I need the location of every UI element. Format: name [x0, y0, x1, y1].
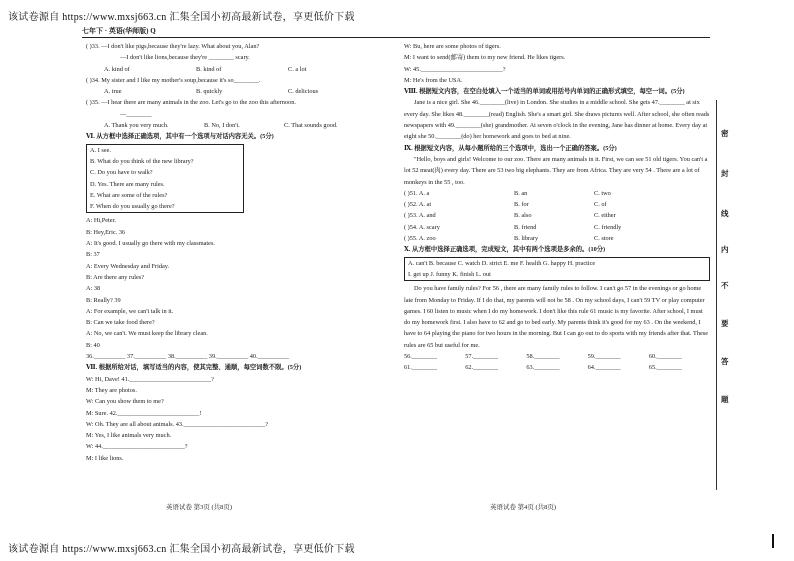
choice-b: B. also	[514, 212, 532, 220]
section-9-passage: "Hello, boys and girls! Welcome to our zoo. There are many animals in it. First, we can see 51 old tigers. You can't a lot 52 meat(肉) every day. There are 53 two big elephants. They are from Africa. They are very 54 . There are a lot of monkeys in the 55 , too.	[404, 155, 708, 186]
q33-options	[86, 64, 390, 75]
choice-b: B. an	[514, 189, 528, 197]
q34-option-b: B. quickly	[196, 88, 223, 96]
section-6-option-box	[86, 144, 244, 214]
q35-stem-2: —________	[120, 110, 152, 118]
answer-blank: 61.________	[404, 364, 438, 372]
source-banner-top: 该试卷源自 https://www.mxsj663.cn 汇集全国小初高最新试卷，享更低价下载	[8, 12, 355, 23]
answer-blank: 63.________	[526, 364, 560, 372]
choice-c: C. two	[594, 189, 611, 197]
dialog-line: B: 40	[86, 341, 100, 349]
choice-c: C. store	[594, 235, 614, 243]
answer-blank: 58.________	[526, 353, 560, 361]
q34-options	[86, 86, 390, 97]
dialog7-cont-line: M: I want to send(邮寄) them to my new friend. He likes tigers.	[404, 54, 566, 62]
seal-char: 封	[721, 169, 729, 178]
seal-char: 不	[721, 281, 729, 290]
q33-option-b: B. kind of	[196, 65, 222, 73]
section-6-heading: Ⅵ. 从方框中选择正确选项，其中有一个选项与对话内容无关。(5分)	[86, 133, 274, 141]
choice-row-55	[404, 233, 710, 244]
section-10-heading: Ⅹ. 从方框中选择正确选项，完成短文，其中有两个选项是多余的。(10分)	[404, 246, 606, 254]
answer-blank: 59.________	[587, 353, 621, 361]
dialog-line: B: Can we take food there?	[86, 319, 155, 327]
choice-a: ( )53. A. and	[404, 212, 436, 220]
q33-stem-2: —I don't like lions,because they're ________ scary.	[120, 54, 250, 62]
seal-char: 答	[721, 357, 729, 366]
box6-option: C. Do you have to walk?	[90, 169, 153, 177]
dialog-line: A: It's good. I usually go there with my classmates.	[86, 240, 215, 248]
dialog-line: A: Hi,Peter.	[86, 217, 116, 225]
scan-edge-mark	[772, 534, 774, 548]
dialog-line: B: Really? 39	[86, 296, 121, 304]
box6-option: E. What are some of the rules?	[90, 191, 168, 199]
q34-option-a: A. true	[104, 88, 122, 96]
dialog7-line: M: They are photos.	[86, 386, 137, 394]
seal-line	[716, 100, 717, 490]
footer-right: 英语试卷 第4页 (共8页)	[490, 504, 557, 511]
box10-row: I. get up J. funny K. finish L. out	[408, 270, 491, 278]
answer-blank: 60.________	[648, 353, 682, 361]
left-column	[86, 41, 390, 464]
dialog7-line: M: Yes, I like animals very much.	[86, 432, 172, 440]
answer-blanks-36-40: 36.__________ 37.__________ 38.__________ 39.__________ 40.__________	[86, 353, 290, 361]
choice-b: B. friend	[514, 223, 537, 231]
box6-option: B. What do you think of the new library?	[90, 157, 194, 165]
q33-option-a: A. kind of	[104, 65, 130, 73]
q34-stem: ( )34. My sister and I like my mother's soup,because it's so________.	[86, 76, 261, 84]
q35-options	[86, 120, 390, 131]
choice-a: ( )52. A. at	[404, 201, 432, 209]
dialog7-line: W: Oh. They are all about animals. 43.__________________________?	[86, 420, 269, 428]
section-8-passage: Jane is a nice girl. She 46.________(live) in London. She studies in a middle school. She gets 47.________ at six every day. She likes 48.________(read) English. She's a smart girl. She draws pictures well. After school, she often reads newspapers with 49.________(she) grandmother. At seven o'clock in the evening, Jane has dinner at home. Every day at eight she 50.________(do) her homework and goes to bed at nine.	[404, 99, 710, 141]
page-header: 七年下 · 英语(华师版) Q	[82, 27, 156, 35]
section-10-passage: Do you have family rules? For 56 , there are many family rules to follow. I can't go 57 in the evenings or go home late from Monday to Friday. If I do that, my parents will not be 58 . On my school days, I can't 59 TV or play computer games. I 60 listen to music when I do my homework. I don't like this rule 61 music is my favorite. After school, I must do my homework first. I also have to 62 and go to bed early. My parents think it's good for my 63 . On the weekend, I have to 64 playing the piano for two hours in the morning. But I can go out to do sports with my friends after that. These rules are 65 but useful for me.	[404, 285, 709, 349]
seal-char: 题	[721, 395, 729, 404]
footer-left: 英语试卷 第3页 (共8页)	[166, 504, 233, 511]
q33-stem: ( )33. —I don't like pigs,because they're lazy. What about you, Alan?	[86, 43, 260, 50]
box6-option: F. When do you usually go there?	[90, 203, 175, 211]
answer-blank: 62.________	[465, 364, 499, 372]
q35-option-a: A. Thank you very much.	[104, 122, 169, 130]
dialog-line: A: Every Wednesday and Friday.	[86, 262, 170, 270]
right-column	[404, 41, 710, 374]
q35-stem: ( )35. —I hear there are many animals in the zoo. Let's go to the zoo this afternoon.	[86, 99, 296, 107]
answer-blank: 65.________	[648, 364, 682, 372]
choice-row-53	[404, 210, 710, 221]
q34-option-c: C. delicious	[288, 88, 319, 96]
choice-b: B. library	[514, 235, 539, 243]
dialog-line: B: Are there any rules?	[86, 273, 145, 281]
choice-c: C. friendly	[594, 223, 622, 231]
choice-row-51	[404, 188, 710, 199]
dialog-line: A: 38	[86, 285, 101, 293]
choice-b: B. for	[514, 201, 529, 209]
dialog-line: B: 37	[86, 251, 100, 259]
q33-option-c: C. a lot	[288, 65, 307, 73]
answer-blank: 64.________	[587, 364, 621, 372]
box6-option: A. I see.	[90, 146, 111, 154]
choice-a: ( )55. A. zoo	[404, 235, 436, 243]
dialog7-cont-line: W: 45.__________________________?	[404, 65, 506, 73]
section-9-heading: Ⅸ. 根据短文内容，从每小题所给的三个选项中，选出一个正确的答案。(5分)	[404, 144, 617, 152]
seal-char: 密	[721, 129, 729, 138]
answer-blanks-56-60	[404, 351, 710, 362]
q35-option-b: B. No, I don't.	[204, 122, 240, 130]
choice-row-54	[404, 222, 710, 233]
section-8-heading: Ⅷ. 根据短文内容，在空白处填入一个适当的单词或用括号内单词的正确形式填空，每空一词。(5分)	[404, 88, 685, 96]
seal-char: 线	[721, 209, 729, 218]
dialog7-line: W: 44.__________________________?	[86, 443, 188, 451]
choice-a: ( )51. A. a	[404, 189, 430, 197]
dialog-line: A: No, we can't. We must keep the library clean.	[86, 330, 208, 338]
exam-sheet	[82, 24, 710, 514]
dialog7-cont-line: W: Bu, here are some photos of tigers.	[404, 43, 501, 50]
dialog7-line: M: Sure. 42.__________________________!	[86, 409, 202, 417]
dialog7-line: W: Can you show them to me?	[86, 398, 164, 406]
header-rule	[82, 37, 710, 38]
choice-c: C. of	[594, 201, 607, 209]
dialog-line: A: For example, we can't talk in it.	[86, 307, 174, 315]
dialog7-line: W: Hi, Dave! 41.__________________________?	[86, 375, 214, 383]
answer-blank: 56.________	[404, 353, 438, 361]
choice-row-52	[404, 199, 710, 210]
q35-option-c: C. That sounds good.	[284, 122, 338, 130]
choice-a: ( )54. A. scary	[404, 223, 440, 231]
section-7-heading: Ⅶ. 根据所给对话，填写适当的内容，使其完整、通顺，每空词数不限。(5分)	[86, 364, 302, 372]
dialog7-line: M: I like lions.	[86, 454, 124, 462]
choice-c: C. either	[594, 212, 616, 220]
section-10-option-box	[404, 257, 710, 282]
dialog7-cont-line: M: He's from the USA.	[404, 76, 463, 84]
dialog-line: B: Hey,Eric. 36	[86, 228, 126, 236]
seal-char: 内	[721, 245, 729, 254]
box10-row: A. can't B. because C. watch D. strict E. me F. health G. happy H. practice	[408, 259, 596, 267]
answer-blanks-61-65	[404, 362, 710, 373]
seal-char: 要	[721, 319, 729, 328]
answer-blank: 57.________	[465, 353, 499, 361]
box6-option: D. Yes. There are many rules.	[90, 180, 165, 188]
source-banner-bottom: 该试卷源自 https://www.mxsj663.cn 汇集全国小初高最新试卷，享更低价下载	[8, 544, 355, 555]
